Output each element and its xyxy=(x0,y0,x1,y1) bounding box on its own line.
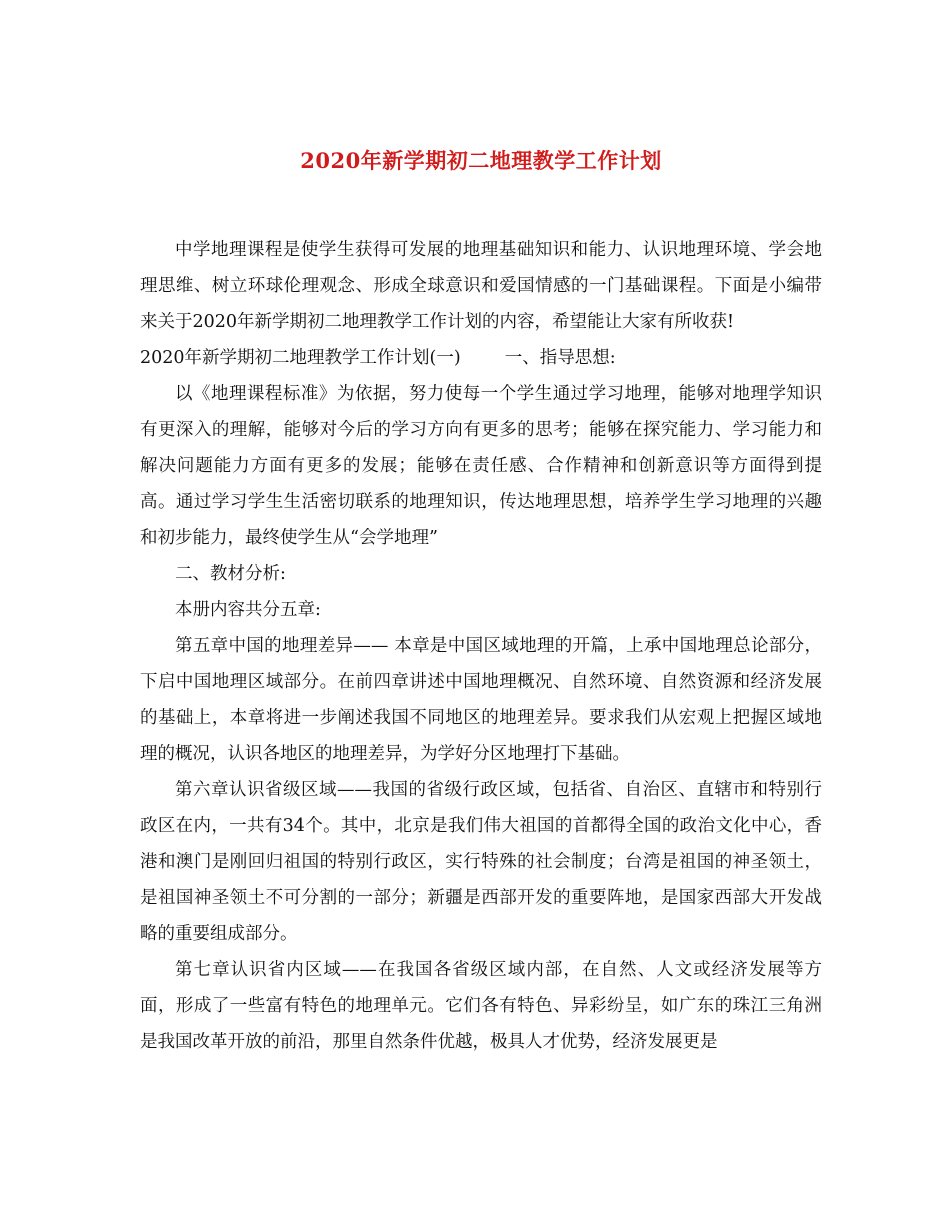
chapter-seven-paragraph: 第七章认识省内区域——在我国各省级区域内部，在自然、人文或经济发展等方面，形成了一些富有特色的地理单元。它们各有特色、异彩纷呈，如广东的珠江三角洲是我国改革开放的前沿，那里自然条件优越，极具人才优势，经济发展更是 xyxy=(140,960,822,1052)
document-title: 2020年新学期初二地理教学工作计划 xyxy=(300,148,662,173)
chapter-five-paragraph: 第五章中国的地理差异—— 本章是中国区域地理的开篇，上承中国地理总论部分，下启中国地理区域部分。在前四章讲述中国地理概况、自然环境、自然资源和经济发展的基础上，本章将进一步阐述我国不同地区的地理差异。要求我们从宏观上把握区域地理的概况，认识各地区的地理差异，为学好分区地理打下基础。 xyxy=(140,636,822,764)
chapters-intro: 本册内容共分五章: xyxy=(175,600,321,620)
document-body xyxy=(140,232,822,1060)
plan-heading: 2020年新学期初二地理教学工作计划(一) xyxy=(140,348,461,368)
chapter-six-paragraph: 第六章认识省级区域——我国的省级行政区域，包括省、自治区、直辖市和特别行政区在内，一共有34个。其中，北京是我们伟大祖国的首都得全国的政治文化中心，香港和澳门是刚回归祖国的特别行政区，实行特殊的社会制度；台湾是祖国的神圣领土，是祖国神圣领土不可分割的一部分；新疆是西部开发的重要阵地，是国家西部大开发战略的重要组成部分。 xyxy=(140,780,822,944)
section-two-heading: 二、教材分析: xyxy=(175,564,286,584)
intro-paragraph: 中学地理课程是使学生获得可发展的地理基础知识和能力、认识地理环境、学会地理思维、树立环球伦理观念、形成全球意识和爱国情感的一门基础课程。下面是小编带来关于2020年新学期初二地理教学工作计划的内容，希望能让大家有所收获! xyxy=(140,240,822,332)
guiding-ideology-paragraph: 以《地理课程标准》为依据，努力使每一个学生通过学习地理，能够对地理学知识有更深入的理解，能够对今后的学习方向有更多的思考；能够在探究能力、学习能力和解决问题能力方面有更多的发展；能够在责任感、合作精神和创新意识等方面得到提高。通过学习学生生活密切联系的地理知识，传达地理思想，培养学生学习地理的兴趣和初步能力，最终使学生从“会学地理” xyxy=(140,384,822,548)
section-one-heading: 一、指导思想: xyxy=(504,348,616,368)
plan-heading-line xyxy=(140,340,822,376)
